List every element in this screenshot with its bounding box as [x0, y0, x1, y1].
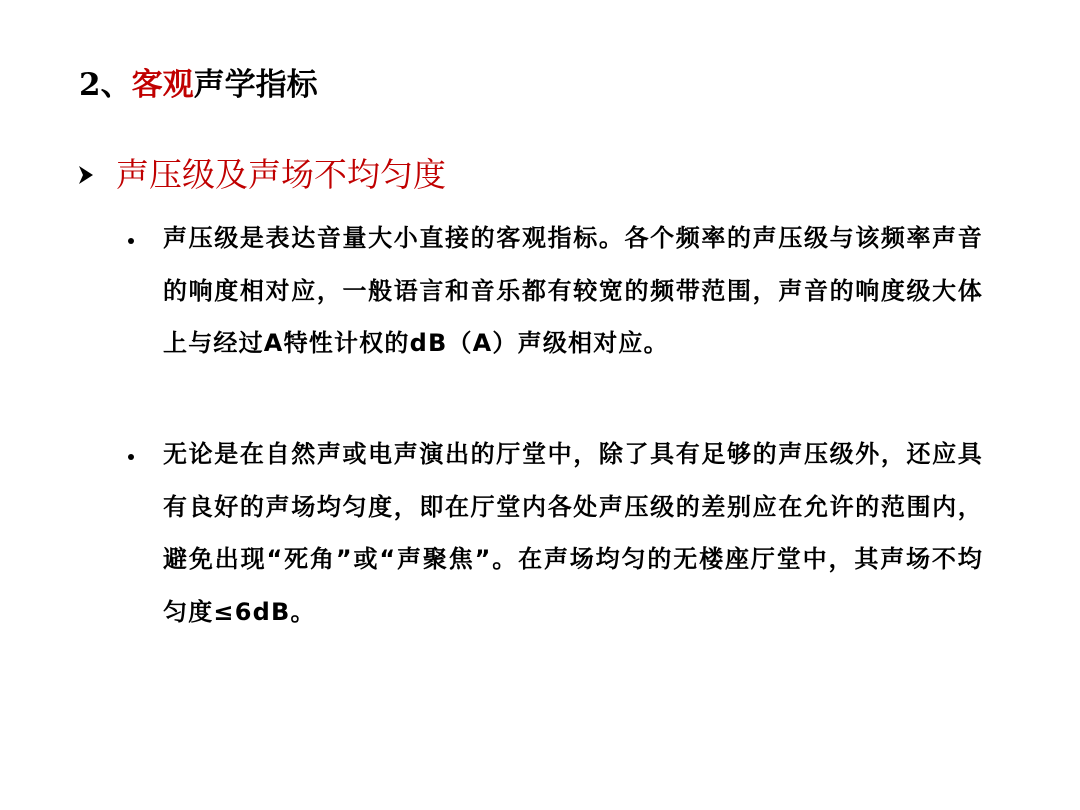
arrow-bullet-icon — [78, 165, 94, 185]
bullet-dot-icon — [128, 454, 134, 460]
heading-rest: 声学指标 — [193, 67, 318, 103]
bullet-paragraph-2: 无论是在自然声或电声演出的厅堂中，除了具有足够的声压级外，还应具有良好的声场均匀度，即在厅堂内各处声压级的差别应在允许的范围内，避免出现“死角”或“声聚焦”。在声场均匀的无楼座厅堂中，其声场不均匀度≤6dB。 — [163, 440, 983, 626]
heading-highlight: 客观 — [131, 67, 194, 103]
heading-number: 2、 — [79, 67, 132, 103]
slide-heading — [79, 62, 318, 108]
bullet-dot-icon — [128, 238, 134, 244]
section-title: 声压级及声场不均匀度 — [116, 155, 446, 194]
section-heading-row — [78, 150, 446, 200]
bullet-paragraph-1: 声压级是表达音量大小直接的客观指标。各个频率的声压级与该频率声音的响度相对应，一般语言和音乐都有较宽的频带范围，声音的响度级大体上与经过A特性计权的dB（A）声级相对应。 — [163, 224, 983, 357]
